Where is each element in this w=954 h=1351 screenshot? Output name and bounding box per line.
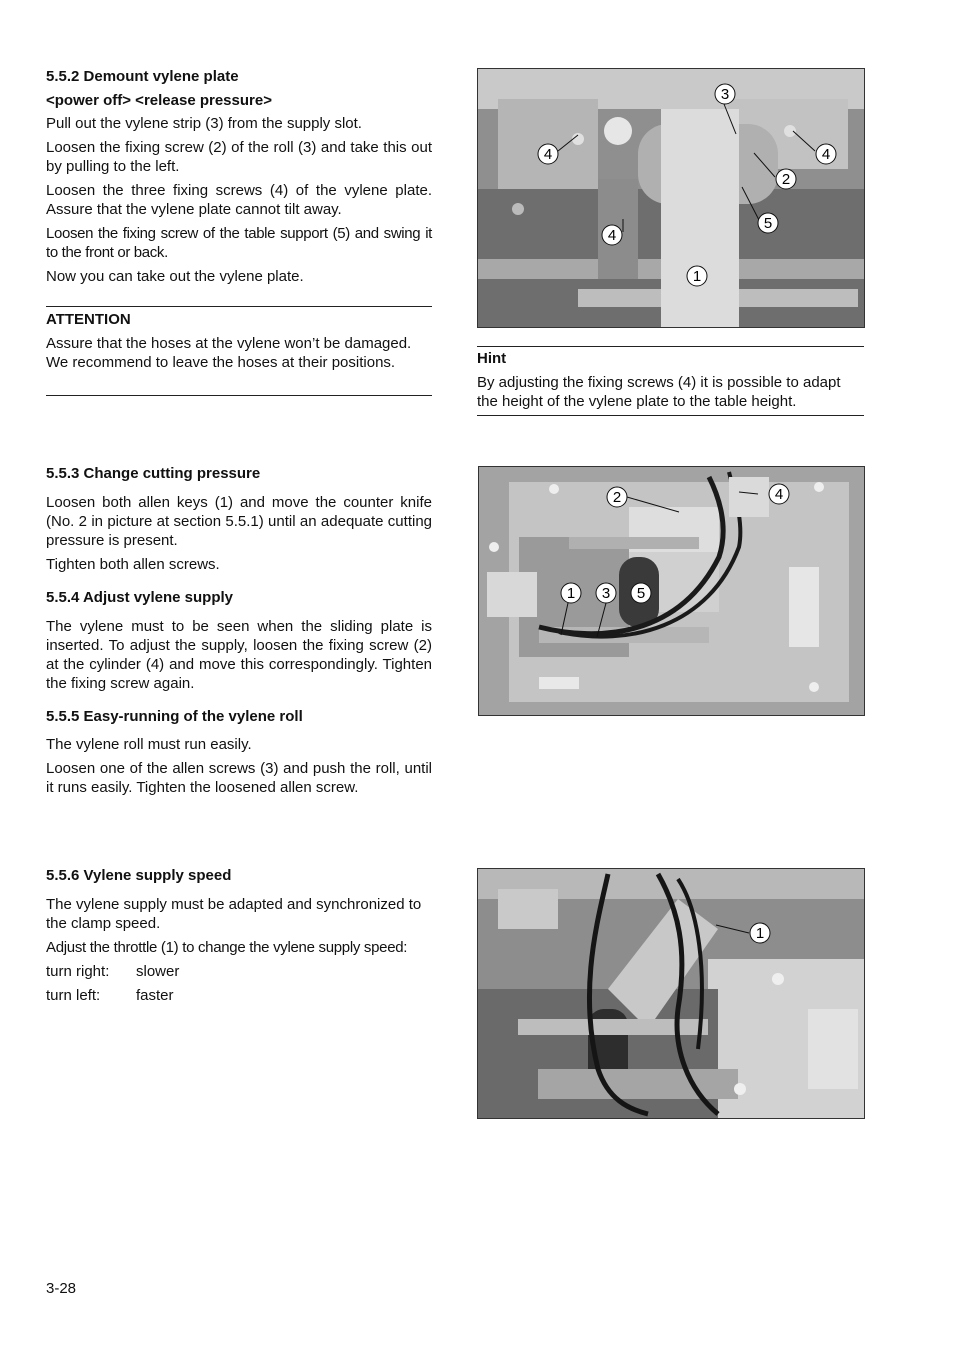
callout-4-lower bbox=[601, 224, 623, 246]
attention-bottom-rule bbox=[46, 395, 432, 396]
section-555-heading: 5.5.5 Easy-running of the vylene roll bbox=[46, 708, 303, 725]
section-556-step-1: The vylene supply must be adapted and synchronized to the clamp speed. bbox=[46, 896, 422, 932]
attention-top-rule bbox=[46, 306, 432, 307]
vylene-plate-photo bbox=[477, 68, 865, 328]
section-552-subheading: <power off> <release pressure> bbox=[46, 92, 272, 109]
callout-1 bbox=[560, 582, 582, 604]
callout-1 bbox=[686, 265, 708, 287]
section-556-heading: 5.5.6 Vylene supply speed bbox=[46, 867, 232, 884]
turn-right-label: turn right: bbox=[46, 963, 110, 980]
section-553-step-2: Tighten both allen screws. bbox=[46, 556, 220, 573]
turn-left-value: faster bbox=[136, 987, 174, 1004]
svg-text:2: 2 bbox=[612, 489, 622, 506]
svg-text:3: 3 bbox=[720, 86, 730, 103]
section-553-heading: 5.5.3 Change cutting pressure bbox=[46, 465, 261, 482]
section-553-step-1: Loosen both allen keys (1) and move the counter knife (No. 2 in picture at section 5.5.1) until an adequate cutting pressure is present. bbox=[46, 494, 432, 549]
section-552-step-3: Loosen the three fixing screws (4) of the vylene plate. Assure that the vylene plate cannot tilt away. bbox=[46, 182, 432, 218]
svg-text:5: 5 bbox=[763, 215, 773, 232]
hint-title: Hint bbox=[477, 350, 507, 367]
cutting-pressure-photo bbox=[478, 466, 865, 716]
section-552-step-5: Now you can take out the vylene plate. bbox=[46, 268, 304, 285]
callout-5 bbox=[757, 212, 779, 234]
callout-1 bbox=[749, 922, 771, 944]
svg-text:4: 4 bbox=[774, 486, 784, 503]
attention-text: Assure that the hoses at the vylene won’t be damaged. We recommend to leave the hoses at their positions. bbox=[46, 335, 412, 371]
turn-right-value: slower bbox=[136, 963, 180, 980]
hint-top-rule bbox=[477, 346, 864, 347]
hint-bottom-rule bbox=[477, 415, 864, 416]
hint-text: By adjusting the fixing screws (4) it is possible to adapt the height of the vylene plate to the table height. bbox=[477, 374, 841, 410]
callout-4-left bbox=[537, 143, 559, 165]
svg-text:1: 1 bbox=[755, 925, 765, 942]
callout-3 bbox=[595, 582, 617, 604]
attention-title: ATTENTION bbox=[46, 311, 131, 328]
callout-2 bbox=[606, 486, 628, 508]
svg-text:2: 2 bbox=[781, 171, 791, 188]
section-552-step-1: Pull out the vylene strip (3) from the supply slot. bbox=[46, 115, 362, 132]
svg-text:5: 5 bbox=[636, 585, 646, 602]
page-number: 3-28 bbox=[46, 1280, 77, 1297]
supply-speed-photo bbox=[477, 868, 865, 1119]
svg-text:1: 1 bbox=[566, 585, 576, 602]
section-554-heading: 5.5.4 Adjust vylene supply bbox=[46, 589, 234, 606]
section-552-step-4: Loosen the fixing screw of the table support (5) and swing it to the front or back. bbox=[46, 225, 432, 261]
section-552-step-2: Loosen the fixing screw (2) of the roll (3) and take this out by pulling to the left. bbox=[46, 139, 432, 175]
section-554-text: The vylene must to be seen when the sliding plate is inserted. To adjust the supply, loosen the fixing screw (2) at the cylinder (4) and move this correspondingly. Tighten the fixing screw again. bbox=[46, 618, 432, 692]
callout-4-right bbox=[815, 143, 837, 165]
svg-text:3: 3 bbox=[601, 585, 611, 602]
section-556-step-2: Adjust the throttle (1) to change the vylene supply speed: bbox=[46, 939, 408, 956]
callout-4 bbox=[768, 483, 790, 505]
section-555-step-1: The vylene roll must run easily. bbox=[46, 736, 252, 753]
section-555-step-2: Loosen one of the allen screws (3) and push the roll, until it runs easily. Tighten the loosened allen screw. bbox=[46, 760, 432, 796]
svg-text:4: 4 bbox=[543, 146, 553, 163]
callout-3 bbox=[714, 83, 736, 105]
section-552-heading: 5.5.2 Demount vylene plate bbox=[46, 68, 239, 85]
turn-left-label: turn left: bbox=[46, 987, 101, 1004]
callout-5 bbox=[630, 582, 652, 604]
svg-text:4: 4 bbox=[607, 227, 617, 244]
svg-text:1: 1 bbox=[692, 268, 702, 285]
svg-text:4: 4 bbox=[821, 146, 831, 163]
callout-2 bbox=[775, 168, 797, 190]
